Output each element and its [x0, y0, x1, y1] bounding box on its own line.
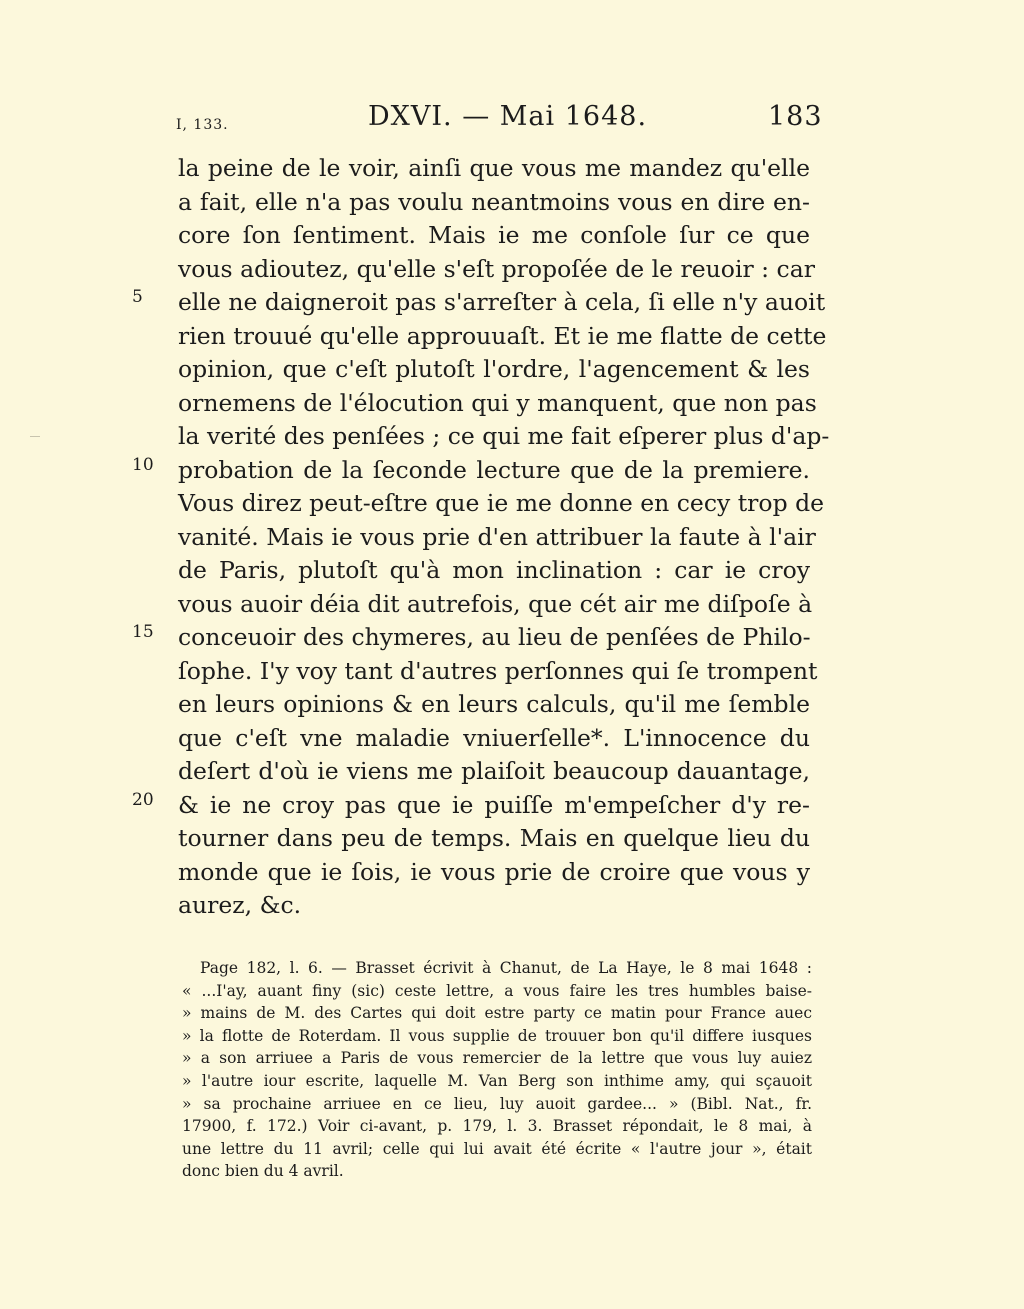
footnote-line: » la flotte de Roterdam. Il vous supplie de trouuer bon qu'il differe iusques — [182, 1026, 812, 1045]
footnote-line: » mains de M. des Cartes qui doit estre party ce matin pour France auec — [182, 1004, 812, 1023]
body-line: probation de la ſeconde lecture que de la premiere. — [178, 455, 810, 484]
body-line: rien trouué qu'elle approuuaſt. Et ie me flatte de cette — [178, 321, 827, 350]
footnote-line: « ...I'ay, auant finy (sic) ceste lettre, a vous faire les tres humbles baise- — [182, 981, 812, 1000]
body-line: aurez, &c. — [178, 891, 302, 919]
body-line: ſophe. I'y voy tant d'autres perſonnes qui ſe trompent — [178, 656, 818, 685]
page-number: 183 — [768, 101, 823, 132]
body-line: a fait, elle n'a pas voulu neantmoins vous en dire en- — [178, 187, 810, 216]
footnote-line: » l'autre iour escrite, laquelle M. Van Berg son inthime amy, qui sçauoit — [182, 1071, 812, 1090]
body-line: tourner dans peu de temps. Mais en quelque lieu du — [178, 824, 810, 852]
footnotes — [182, 957, 812, 1183]
body-line: de Paris, plutoſt qu'à mon inclination : car ie croy — [178, 556, 810, 584]
footnote-line: donc bien du 4 avril. — [182, 1162, 344, 1181]
line-number-20: 20 — [132, 790, 154, 810]
body-line: que c'eſt vne maladie vniuerſelle*. L'innocence du — [178, 723, 810, 752]
body-line: core ſon ſentiment. Mais ie me conſole ſur ce que — [178, 221, 810, 249]
body-line: Vous direz peut-eſtre que ie me donne en cecy trop de — [178, 489, 825, 517]
body-line: en leurs opinions & en leurs calculs, qu'il me ſemble — [178, 690, 810, 718]
running-title: DXVI. — Mai 1648. — [368, 101, 648, 132]
line-number-10: 10 — [132, 455, 154, 475]
footnote-line: une lettre du 11 avril; celle qui lui avait été écrite « l'autre jour », était — [182, 1139, 812, 1158]
body-line: opinion, que c'eſt plutoſt l'ordre, l'agencement & les — [178, 355, 810, 383]
page-reference: I, 133. — [176, 117, 229, 133]
footnote-line: Page 182, l. 6. — Brasset écrivit à Chanut, de La Haye, le 8 mai 1648 : — [200, 959, 812, 977]
body-line: la verité des penſées ; ce qui me fait eſperer plus d'ap- — [178, 422, 830, 450]
body-line: conceuoir des chymeres, au lieu de penſées de Philo- — [178, 623, 811, 651]
body-line: & ie ne croy pas que ie puiſſe m'empeſcher d'y re- — [178, 790, 810, 819]
body-line: vous adioutez, qu'elle s'eſt propoſée de le reuoir : car — [178, 254, 815, 283]
footnote-line: 17900, f. 172.) Voir ci-avant, p. 179, l. 3. Brasset répondait, le 8 mai, à — [182, 1117, 812, 1136]
body-line: elle ne daigneroit pas s'arreſter à cela, ſi elle n'y auoit — [178, 288, 826, 316]
body-line: vous auoir déia dit autrefois, que cét air me diſpoſe à — [178, 589, 813, 618]
margin-mark — [30, 436, 40, 437]
line-number-5: 5 — [132, 287, 143, 307]
footnote-line: » sa prochaine arriuee en ce lieu, luy auoit gardee... » (Bibl. Nat., fr. — [182, 1094, 812, 1113]
body-line: la peine de le voir, ainſi que vous me mandez qu'elle — [178, 154, 810, 182]
body-line: vanité. Mais ie vous prie d'en attribuer la faute à l'air — [178, 522, 816, 551]
footnote-line: » a son arriuee a Paris de vous remercier de la lettre que vous luy auiez — [182, 1049, 812, 1068]
letter-body — [178, 152, 830, 923]
line-number-15: 15 — [132, 622, 154, 642]
body-line: monde que ie ſois, ie vous prie de croire que vous y — [178, 857, 810, 886]
body-line: ornemens de l'élocution qui y manquent, que non pas — [178, 388, 817, 417]
body-line: deſert d'où ie viens me plaiſoit beaucoup dauantage, — [178, 757, 810, 785]
